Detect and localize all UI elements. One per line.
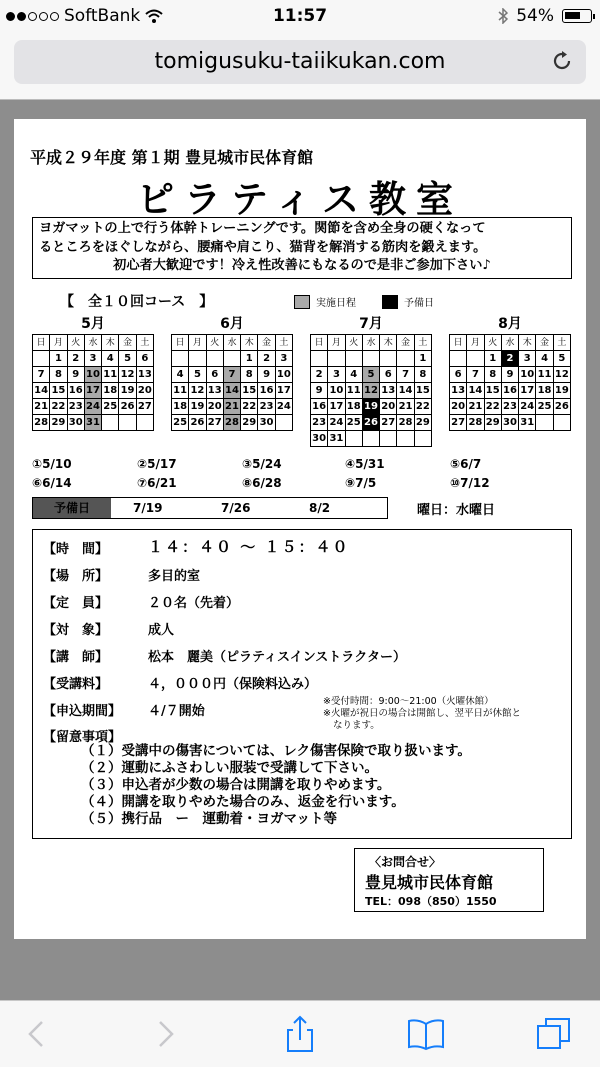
tabs-icon[interactable] <box>534 1014 574 1054</box>
details-box <box>32 529 572 839</box>
calendar-day: 10 <box>328 383 345 399</box>
legend-black-swatch <box>382 295 398 309</box>
calendar-day: 5 <box>119 351 136 367</box>
weekday-header: 金 <box>119 335 136 351</box>
flyer-subtitle: 平成２９年度 第１期 豊見城市民体育館 <box>30 148 314 167</box>
calendar-day: 27 <box>380 415 397 431</box>
battery-percent: 54% <box>516 6 554 26</box>
cautions-list <box>81 743 471 828</box>
fee-value: ４，０００円（保険料込み） <box>148 677 318 692</box>
calendar-day: 26 <box>119 399 136 415</box>
note-line: ※受付時間：9:00～21:00（火曜休館） <box>323 696 494 707</box>
weekday-header: 土 <box>414 335 431 351</box>
calendar-day: 21 <box>397 399 414 415</box>
session-date: ⑥6/14 <box>32 476 72 490</box>
time-value: １４：４０ ～ １５：４０ <box>148 538 350 556</box>
legend <box>294 294 434 309</box>
calendar-day: 12 <box>119 367 136 383</box>
instructor-label: 【講 師】 <box>43 650 109 665</box>
fee-label: 【受講料】 <box>43 677 109 692</box>
calendar-day: 20 <box>380 399 397 415</box>
contact-name: 豊見城市民体育館 <box>365 873 494 892</box>
weekday-header: 月 <box>50 335 67 351</box>
calendar-day: 18 <box>102 383 119 399</box>
calendar-day: 29 <box>50 415 67 431</box>
calendar-day: 22 <box>241 399 258 415</box>
calendar-day <box>362 351 379 367</box>
weekday-header: 火 <box>67 335 84 351</box>
session-date: ⑨7/5 <box>345 476 377 490</box>
calendar-day <box>172 351 189 367</box>
calendar-day: 18 <box>172 399 189 415</box>
calendar-day: 23 <box>67 399 84 415</box>
calendar-day: 5 <box>553 351 570 367</box>
calendar-day: 26 <box>362 415 379 431</box>
session-date: ④5/31 <box>345 457 385 471</box>
calendar-day: 19 <box>553 383 570 399</box>
calendar-day: 13 <box>206 383 223 399</box>
calendar-day: 27 <box>206 415 223 431</box>
weekday-header: 水 <box>223 335 240 351</box>
calendar-day: 15 <box>414 383 431 399</box>
calendar-day: 11 <box>102 367 119 383</box>
bookmarks-icon[interactable] <box>406 1014 446 1054</box>
calendar-day: 28 <box>397 415 414 431</box>
calendar-day: 25 <box>172 415 189 431</box>
web-content[interactable] <box>0 100 600 1000</box>
calendar-day: 1 <box>50 351 67 367</box>
calendar-day: 15 <box>50 383 67 399</box>
calendar-day: 21 <box>223 399 240 415</box>
calendar-day <box>450 351 467 367</box>
weekday-header: 水 <box>84 335 101 351</box>
calendar-grid <box>32 334 154 431</box>
calendar-grid <box>449 334 571 431</box>
calendar-day: 28 <box>223 415 240 431</box>
calendar-day: 1 <box>414 351 431 367</box>
calendar-day: 25 <box>536 399 553 415</box>
url-text[interactable]: tomigusuku-taiikukan.com <box>154 49 446 74</box>
calendar-day <box>362 431 379 447</box>
calendar-day: 30 <box>67 415 84 431</box>
session-date: ②5/17 <box>137 457 177 471</box>
calendar-day: 9 <box>501 367 518 383</box>
calendar-day: 7 <box>397 367 414 383</box>
calendar-day: 1 <box>241 351 258 367</box>
weekday-note: 曜日：水曜日 <box>417 503 496 518</box>
calendar-day: 18 <box>345 399 362 415</box>
weekday-header: 日 <box>33 335 50 351</box>
calendar-day <box>328 351 345 367</box>
calendar-day: 17 <box>519 383 536 399</box>
calendar-day: 2 <box>311 367 328 383</box>
weekday-header: 土 <box>136 335 153 351</box>
note-line: ※火曜が祝日の場合は開館し、翌平日が休館と <box>323 708 521 719</box>
calendar-day: 6 <box>136 351 153 367</box>
calendar-day: 6 <box>450 367 467 383</box>
calendar-day <box>223 351 240 367</box>
calendar-day: 21 <box>467 399 484 415</box>
calendar-day: 10 <box>275 367 292 383</box>
calendar-day: 22 <box>50 399 67 415</box>
calendar-day: 20 <box>450 399 467 415</box>
calendar-day: 24 <box>84 399 101 415</box>
calendar-day: 17 <box>328 399 345 415</box>
cautions-label: 【留意事項】 <box>43 730 122 745</box>
weekday-header: 火 <box>484 335 501 351</box>
calendar-day: 18 <box>536 383 553 399</box>
weekday-header: 木 <box>102 335 119 351</box>
reserve-date: 8/2 <box>309 501 331 515</box>
calendar-month <box>449 317 571 431</box>
reserve-date: 7/19 <box>133 501 163 515</box>
calendar-day: 11 <box>172 383 189 399</box>
calendar-day <box>397 431 414 447</box>
calendar-day: 31 <box>84 415 101 431</box>
calendar-day: 24 <box>328 415 345 431</box>
weekday-header: 月 <box>467 335 484 351</box>
calendar-day <box>33 351 50 367</box>
calendar-day: 20 <box>206 399 223 415</box>
url-field[interactable] <box>14 40 586 84</box>
flyer <box>14 119 586 939</box>
caution-item: （１）受講中の傷害については、レク傷害保険で取り扱います。 <box>81 743 471 759</box>
weekday-header: 火 <box>345 335 362 351</box>
calendar-day: 1 <box>484 351 501 367</box>
calendar-month-label: 8月 <box>498 316 522 332</box>
calendar-day: 21 <box>33 399 50 415</box>
weekday-header: 水 <box>362 335 379 351</box>
calendar-month-label: 6月 <box>220 316 244 332</box>
calendar-day <box>467 351 484 367</box>
calendar-day: 24 <box>275 399 292 415</box>
weekday-header: 金 <box>258 335 275 351</box>
back-icon[interactable] <box>16 1014 56 1054</box>
legend-black-label: 予備日 <box>404 298 434 309</box>
caution-item: （３）申込者が少数の場合は開講を取りやめます。 <box>81 777 391 793</box>
caution-item: （５）携行品 ー 運動着・ヨガマット等 <box>81 811 337 827</box>
calendar-day: 3 <box>84 351 101 367</box>
calendar-day: 29 <box>241 415 258 431</box>
bluetooth-icon <box>498 8 508 24</box>
calendar-day: 19 <box>362 399 379 415</box>
calendar-day: 22 <box>484 399 501 415</box>
reserve-days-bar <box>32 497 388 519</box>
flyer-title: ピラティス教室 <box>136 178 464 221</box>
time-label: 【時 間】 <box>43 542 109 557</box>
calendar-day: 26 <box>553 399 570 415</box>
session-date: ⑩7/12 <box>450 476 490 490</box>
capacity-value: ２０名（先着） <box>148 596 240 611</box>
weekday-header: 水 <box>501 335 518 351</box>
calendar-day: 12 <box>362 383 379 399</box>
calendar-day: 9 <box>67 367 84 383</box>
reload-icon[interactable] <box>550 49 574 73</box>
note-line: なります。 <box>333 720 380 731</box>
calendar-day <box>119 415 136 431</box>
apply-label: 【申込期間】 <box>43 704 122 719</box>
calendar-day: 2 <box>501 351 518 367</box>
calendar-day: 8 <box>484 367 501 383</box>
capacity-label: 【定 員】 <box>43 596 109 611</box>
weekday-header: 月 <box>189 335 206 351</box>
calendar-day: 5 <box>189 367 206 383</box>
calendar-day: 11 <box>536 367 553 383</box>
weekday-header: 火 <box>206 335 223 351</box>
calendar-day: 15 <box>484 383 501 399</box>
intro-line: 初心者大歓迎です！冷え性改善にもなるので是非ご参加下さい♪ <box>113 258 491 273</box>
address-bar <box>0 34 600 100</box>
weekday-header: 木 <box>519 335 536 351</box>
calendar-day <box>345 431 362 447</box>
calendar-day: 27 <box>136 399 153 415</box>
calendar-day: 8 <box>50 367 67 383</box>
calendar-day <box>345 351 362 367</box>
calendar-day: 26 <box>189 415 206 431</box>
calendar-day: 28 <box>467 415 484 431</box>
calendar-day: 3 <box>275 351 292 367</box>
calendar-day: 2 <box>67 351 84 367</box>
reception-note <box>323 696 521 732</box>
calendar-day <box>311 351 328 367</box>
calendar-day <box>553 415 570 431</box>
contact-heading: 〈お問合せ〉 <box>369 855 442 869</box>
calendar-month-label: 5月 <box>81 316 105 332</box>
contact-tel[interactable]: TEL：098（850）1550 <box>365 895 497 908</box>
calendar-day: 14 <box>397 383 414 399</box>
place-label: 【場 所】 <box>43 569 109 584</box>
calendar-day: 13 <box>136 367 153 383</box>
calendar-month <box>310 317 432 447</box>
reserve-label: 予備日 <box>33 498 111 518</box>
weekday-header: 木 <box>380 335 397 351</box>
caution-item: （４）開講を取りやめた場合のみ、返金を行います。 <box>81 794 405 810</box>
calendar-day: 23 <box>311 415 328 431</box>
calendar-day: 17 <box>84 383 101 399</box>
calendar-day: 17 <box>275 383 292 399</box>
calendar-day: 3 <box>328 367 345 383</box>
forward-icon[interactable] <box>146 1014 186 1054</box>
calendar-day <box>380 431 397 447</box>
calendar-day: 3 <box>519 351 536 367</box>
session-date: ⑦6/21 <box>137 476 177 490</box>
calendar-day: 16 <box>258 383 275 399</box>
weekday-header: 金 <box>397 335 414 351</box>
calendar-month <box>171 317 293 431</box>
calendar-day: 2 <box>258 351 275 367</box>
legend-gray-swatch <box>294 295 310 309</box>
calendar-day: 14 <box>467 383 484 399</box>
calendar-day: 15 <box>241 383 258 399</box>
calendar-day: 24 <box>519 399 536 415</box>
weekday-header: 土 <box>553 335 570 351</box>
weekday-header: 木 <box>241 335 258 351</box>
calendar-day: 29 <box>484 415 501 431</box>
calendar-day: 12 <box>189 383 206 399</box>
weekday-header: 日 <box>450 335 467 351</box>
calendar-day: 27 <box>450 415 467 431</box>
session-date: ③5/24 <box>242 457 282 471</box>
calendar-day: 14 <box>223 383 240 399</box>
calendar-day <box>206 351 223 367</box>
calendar-day: 13 <box>450 383 467 399</box>
calendar-day: 13 <box>380 383 397 399</box>
share-icon[interactable] <box>280 1014 320 1054</box>
session-date: ⑧6/28 <box>242 476 282 490</box>
calendar-day <box>536 415 553 431</box>
intro-line: ヨガマットの上で行う体幹トレーニングです。関節を含め全身の硬くなって <box>39 221 486 236</box>
calendar-day: 31 <box>328 431 345 447</box>
weekday-header: 金 <box>536 335 553 351</box>
calendar-day <box>189 351 206 367</box>
calendar-day: 10 <box>84 367 101 383</box>
reserve-date: 7/26 <box>221 501 251 515</box>
target-label: 【対 象】 <box>43 623 109 638</box>
weekday-header: 土 <box>275 335 292 351</box>
calendar-day: 25 <box>345 415 362 431</box>
calendar-day: 9 <box>258 367 275 383</box>
calendar-day: 7 <box>33 367 50 383</box>
calendar-day <box>136 415 153 431</box>
calendar-day: 6 <box>380 367 397 383</box>
calendar-day: 14 <box>33 383 50 399</box>
intro-line: るところをほぐしながら、腰痛や肩こり、猫背を解消する筋肉を鍛えます。 <box>39 239 487 255</box>
weekday-header: 月 <box>328 335 345 351</box>
calendar-day <box>380 351 397 367</box>
apply-value: ４/７開始 <box>148 704 205 719</box>
calendar-day: 8 <box>241 367 258 383</box>
calendar-day: 9 <box>311 383 328 399</box>
calendar-day: 11 <box>345 383 362 399</box>
calendar-day <box>102 415 119 431</box>
calendar-day: 6 <box>206 367 223 383</box>
calendar-day: 19 <box>189 399 206 415</box>
calendar-day: 22 <box>414 399 431 415</box>
calendar-month-label: 7月 <box>359 316 383 332</box>
calendar-day: 28 <box>33 415 50 431</box>
calendar-day: 16 <box>501 383 518 399</box>
calendar-day <box>397 351 414 367</box>
intro-box <box>32 217 572 279</box>
session-date: ⑤6/7 <box>450 457 482 471</box>
carrier-name: SoftBank <box>64 6 141 26</box>
browser-toolbar <box>0 1000 600 1067</box>
calendar-day: 25 <box>102 399 119 415</box>
calendar-day: 8 <box>414 367 431 383</box>
calendar-day: 19 <box>119 383 136 399</box>
calendar-day: 29 <box>414 415 431 431</box>
calendar-day: 7 <box>467 367 484 383</box>
calendar-day: 4 <box>345 367 362 383</box>
calendar-day: 4 <box>172 367 189 383</box>
calendar-day: 4 <box>536 351 553 367</box>
calendar-day: 30 <box>501 415 518 431</box>
battery-icon <box>562 9 592 23</box>
calendar-day: 16 <box>311 399 328 415</box>
calendar-day <box>275 415 292 431</box>
calendar-day: 4 <box>102 351 119 367</box>
calendar-day <box>414 431 431 447</box>
session-date: ①5/10 <box>32 457 72 471</box>
clock: 11:57 <box>272 6 328 26</box>
caution-item: （２）運動にふさわしい服装で受講して下さい。 <box>81 760 378 776</box>
calendar-month <box>32 317 154 431</box>
weekday-header: 日 <box>172 335 189 351</box>
calendar-day: 16 <box>67 383 84 399</box>
instructor-value: 松本 麗美（ピラティスインストラクター） <box>148 650 407 665</box>
place-value: 多目的室 <box>148 569 201 584</box>
calendar-day: 12 <box>553 367 570 383</box>
calendar-day: 20 <box>136 383 153 399</box>
calendar-day: 23 <box>258 399 275 415</box>
course-label: 【 全１０回コース 】 <box>60 294 214 310</box>
calendar-day: 10 <box>519 367 536 383</box>
calendar-day: 30 <box>311 431 328 447</box>
status-bar <box>0 0 600 34</box>
calendar-day: 5 <box>362 367 379 383</box>
calendar-grid <box>171 334 293 431</box>
contact-box <box>354 848 544 912</box>
calendar-grid <box>310 334 432 447</box>
calendar-day: 31 <box>519 415 536 431</box>
calendar-day: 7 <box>223 367 240 383</box>
weekday-header: 日 <box>311 335 328 351</box>
calendar-day: 30 <box>258 415 275 431</box>
target-value: 成人 <box>148 623 175 638</box>
legend-gray-label: 実施日程 <box>316 298 356 309</box>
calendar-day: 23 <box>501 399 518 415</box>
